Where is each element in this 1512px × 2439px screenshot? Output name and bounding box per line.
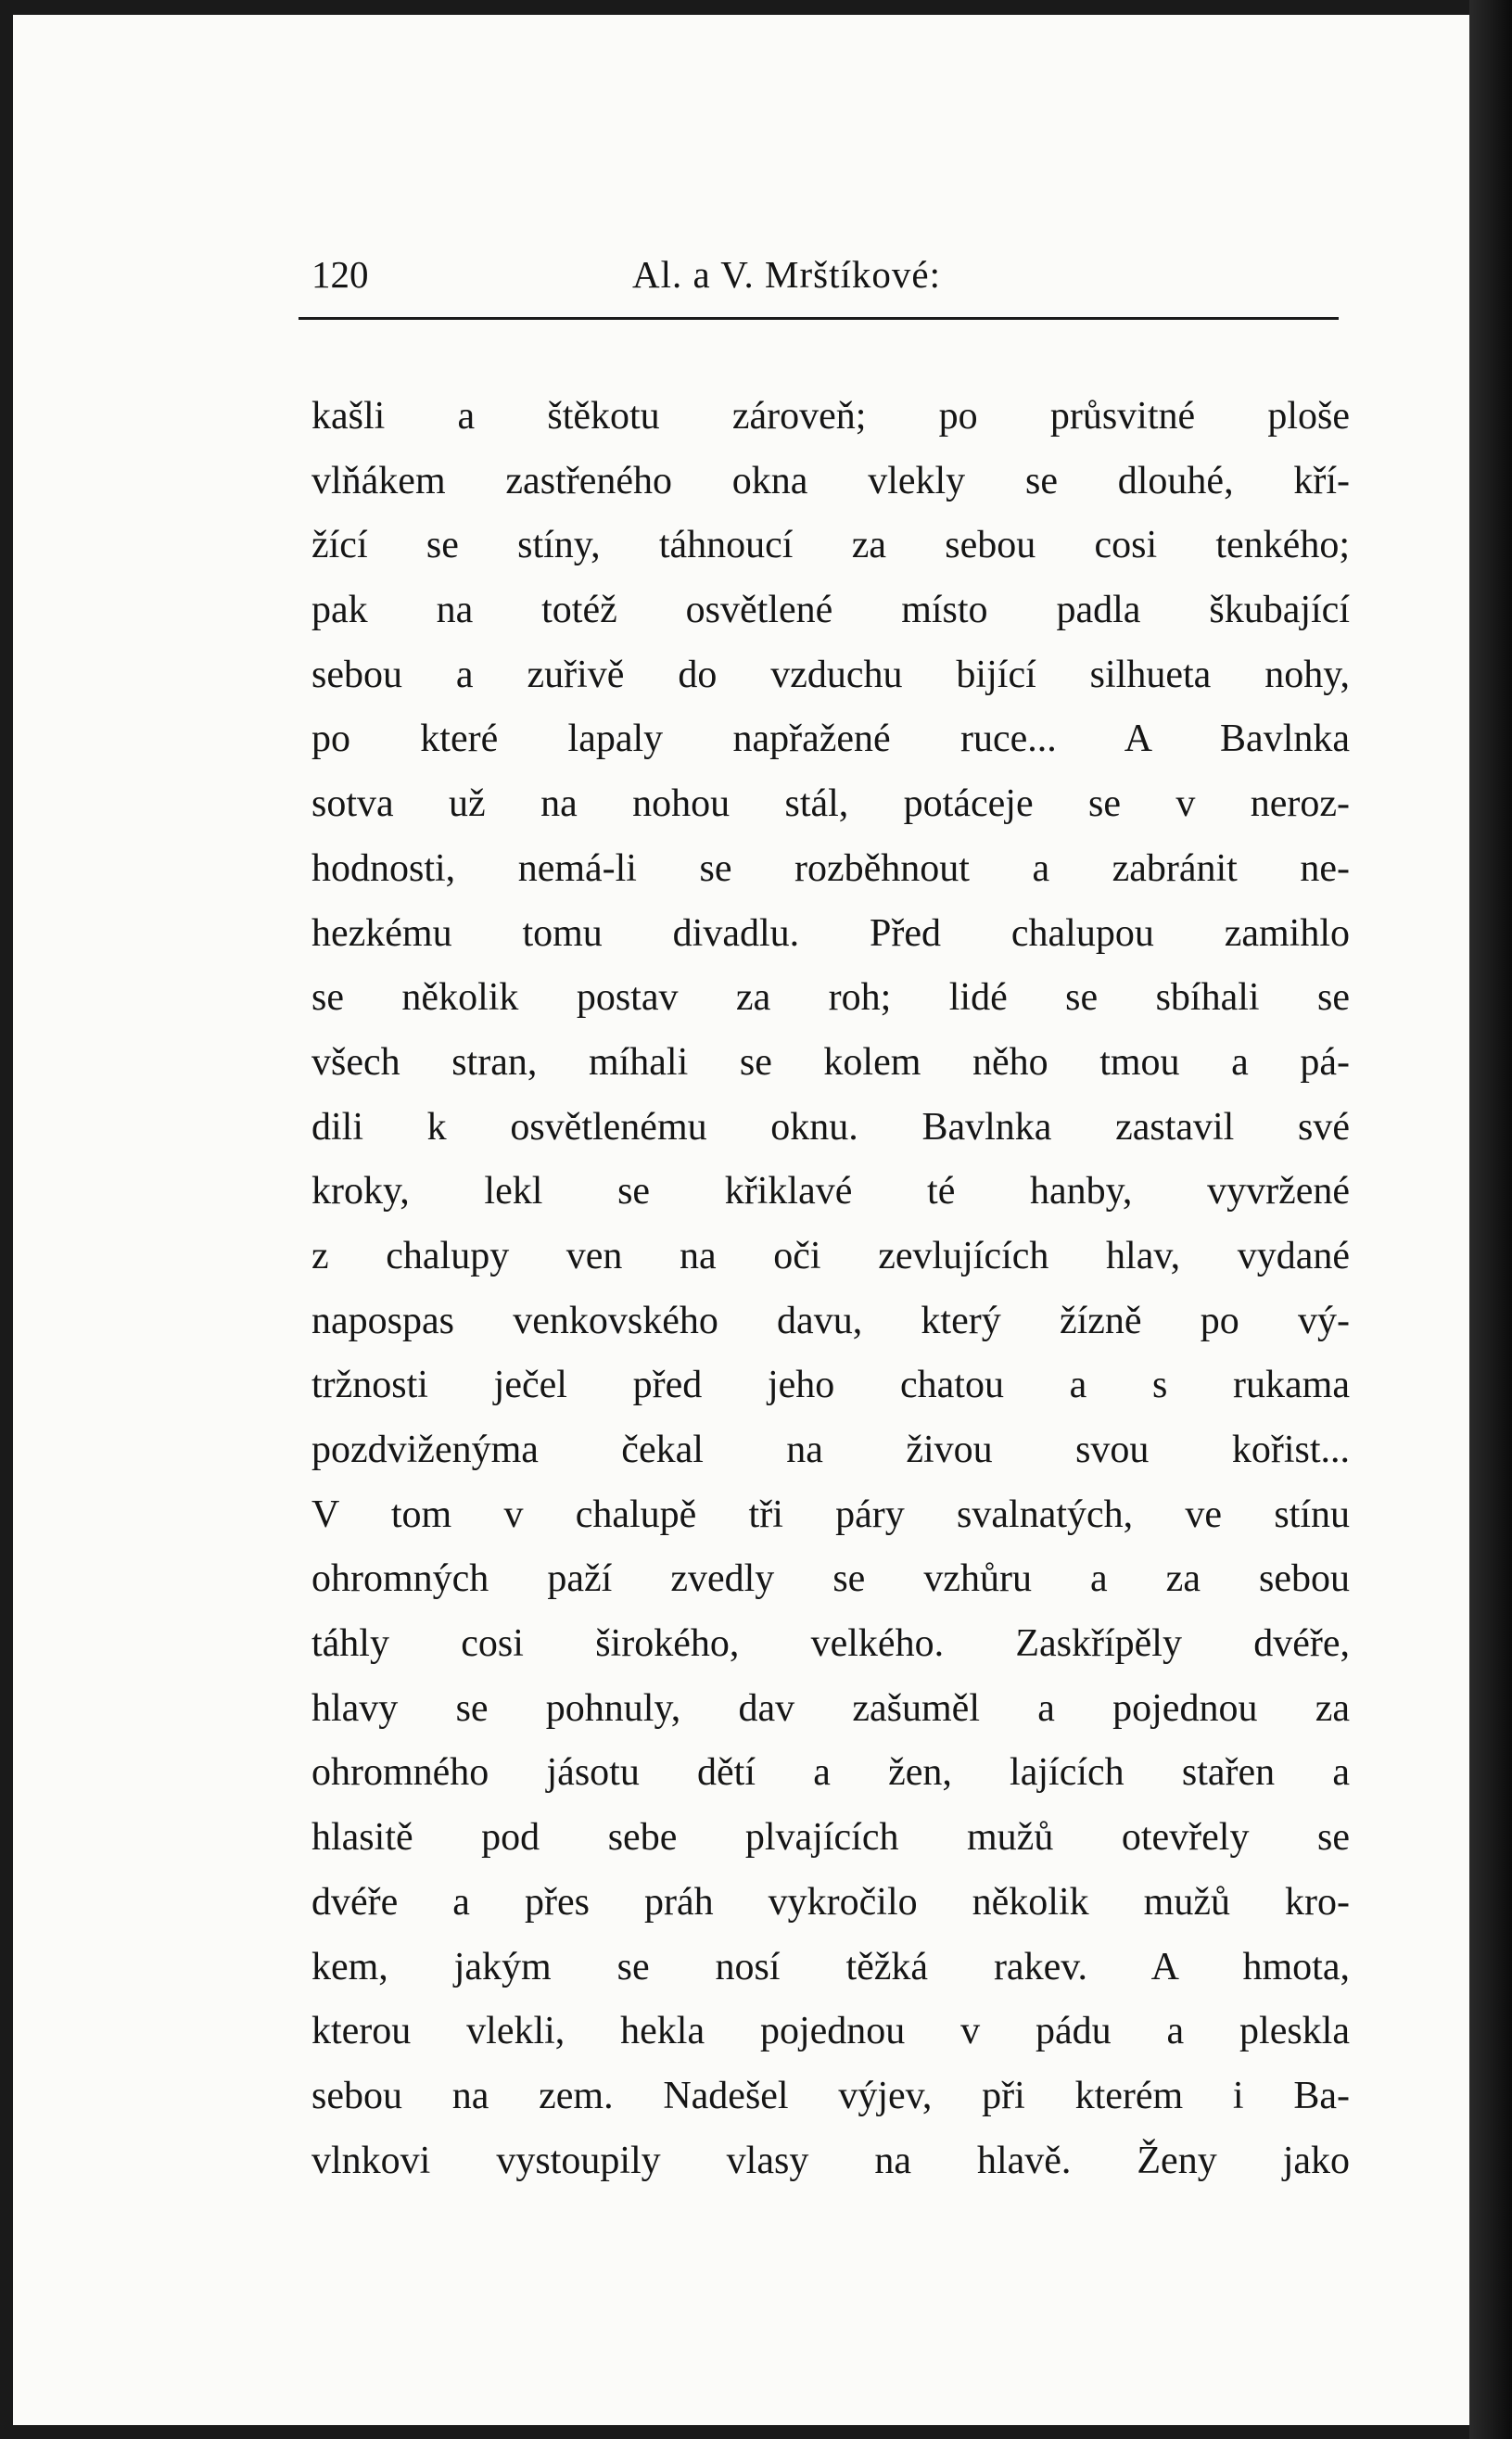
text-line: vlnkovi vystoupily vlasy na hlavě. Ženy jako bbox=[311, 2139, 1350, 2182]
text-line: se několik postav za roh; lidé se sbíhali se bbox=[311, 976, 1350, 1020]
page-header bbox=[299, 252, 1339, 308]
text-line: hezkému tomu divadlu. Před chalupou zamihlo bbox=[311, 911, 1350, 955]
text-line: ohromných paží zvedly se vzhůru a za sebou bbox=[311, 1557, 1350, 1601]
text-line: tržnosti ječel před jeho chatou a s rukama bbox=[311, 1364, 1350, 1407]
text-line: pak na totéž osvětlené místo padla škubající bbox=[311, 589, 1350, 632]
running-head: Al. a V. Mrštíkové: bbox=[632, 253, 941, 296]
text-line: kašli a štěkotu zároveň; po průsvitné ploše bbox=[311, 395, 1350, 438]
page-number: 120 bbox=[311, 253, 369, 296]
text-line: hlasitě pod sebe plvajících mužů otevřely se bbox=[311, 1816, 1350, 1860]
text-line: ohromného jásotu dětí a žen, lajících stařen a bbox=[311, 1751, 1350, 1795]
text-line: z chalupy ven na oči zevlujících hlav, vydané bbox=[311, 1234, 1350, 1277]
text-line: dvéře a přes práh vykročilo několik mužů kro- bbox=[311, 1880, 1350, 1924]
text-line: napospas venkovského davu, který žízně po vý- bbox=[311, 1299, 1350, 1342]
text-line: všech stran, míhali se kolem něho tmou a pá- bbox=[311, 1040, 1350, 1084]
text-line: dili k osvětlenému oknu. Bavlnka zastavil své bbox=[311, 1105, 1350, 1149]
text-line: po které lapaly napřažené ruce... A Bavlnka bbox=[311, 718, 1350, 761]
text-line: sebou a zuřivě do vzduchu bijící silhueta nohy, bbox=[311, 653, 1350, 696]
text-line: táhly cosi širokého, velkého. Zaskřípěly dvéře, bbox=[311, 1622, 1350, 1666]
text-line: hodnosti, nemá-li se rozběhnout a zabránit ne- bbox=[311, 846, 1350, 890]
header-rule bbox=[299, 317, 1339, 320]
text-line: sebou na zem. Nadešel výjev, při kterém i Ba- bbox=[311, 2074, 1350, 2117]
text-line: kterou vlekli, hekla pojednou v pádu a pleskla bbox=[311, 2010, 1350, 2053]
body-text bbox=[311, 385, 1350, 2193]
text-line: žící se stíny, táhnoucí za sebou cosi tenkého; bbox=[311, 524, 1350, 567]
text-line: V tom v chalupě tři páry svalnatých, ve stínu bbox=[311, 1493, 1350, 1536]
text-line: hlavy se pohnuly, dav zašuměl a pojednou za bbox=[311, 1686, 1350, 1730]
text-line: kem, jakým se nosí těžká rakev. A hmota, bbox=[311, 1945, 1350, 1988]
scan-edge-shadow bbox=[1469, 0, 1512, 2439]
text-line: pozdviženýma čekal na živou svou kořist... bbox=[311, 1429, 1350, 1471]
text-line: vlňákem zastřeného okna vlekly se dlouhé, kří- bbox=[311, 459, 1350, 502]
text-line: kroky, lekl se křiklavé té hanby, vyvržené bbox=[311, 1170, 1350, 1213]
text-line: sotva už na nohou stál, potáceje se v neroz- bbox=[311, 782, 1350, 826]
